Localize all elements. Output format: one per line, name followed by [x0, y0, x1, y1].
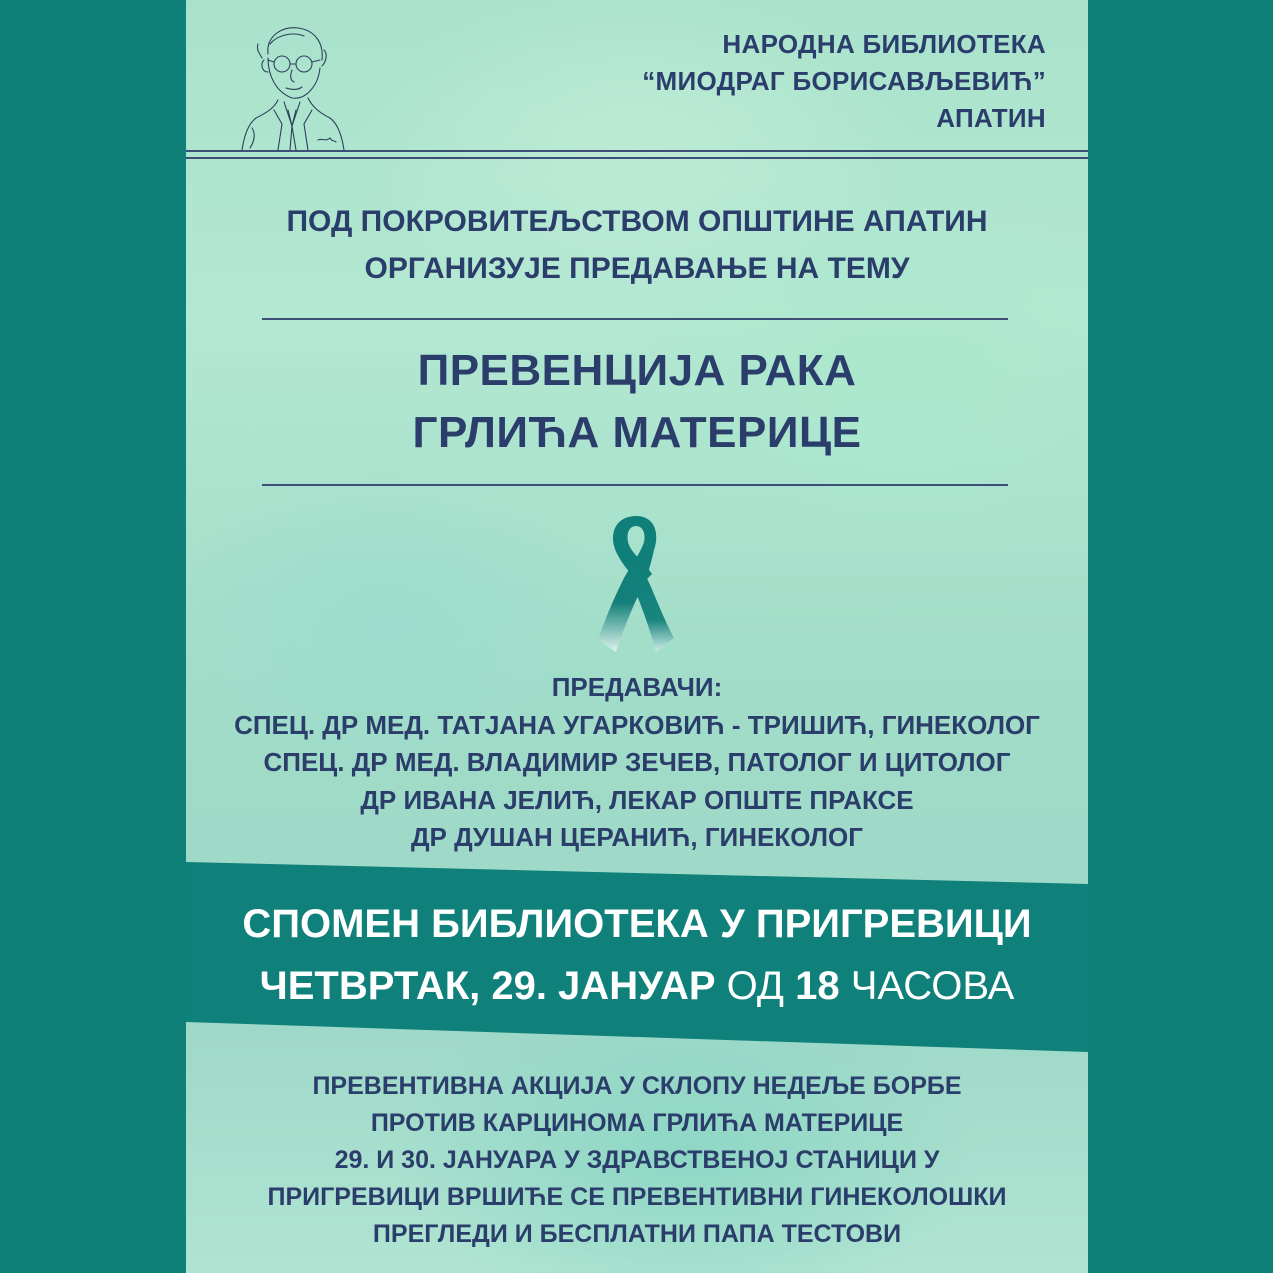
- title-divider-top: [262, 318, 1008, 320]
- title-line-1: ПРЕВЕНЦИЈА РАКА: [417, 346, 857, 395]
- header-divider-bottom: [186, 157, 1088, 159]
- event-date: ЧЕТВРТАК, 29. ЈАНУАР: [259, 964, 716, 1008]
- lecture-title: [186, 340, 1088, 464]
- event-band: [186, 856, 1088, 1052]
- lecturer-item: СПЕЦ. ДР МЕД. ВЛАДИМИР ЗЕЧЕВ, ПАТОЛОГ И ЦИТОЛОГ: [263, 747, 1011, 777]
- lecturer-item: СПЕЦ. ДР МЕД. ТАТЈАНА УГАРКОВИЋ - ТРИШИЋ, ГИНЕКОЛОГ: [234, 709, 1040, 740]
- intro-line-1: ПОД ПОКРОВИТЕЉСТВОМ ОПШТИНЕ АПАТИН: [286, 205, 988, 238]
- event-venue: СПОМЕН БИБЛИОТЕКА У ПРИГРЕВИЦИ: [242, 902, 1032, 946]
- poster: [186, 0, 1088, 1273]
- footer-text: [186, 1068, 1088, 1253]
- footer-line: ПРОТИВ КАРЦИНОМА ГРЛИЋА МАТЕРИЦЕ: [370, 1109, 904, 1137]
- event-from: ОД: [726, 964, 784, 1008]
- library-line-3: АПАТИН: [936, 103, 1046, 133]
- lecturer-item: ДР ИВАНА ЈЕЛИЋ, ЛЕКАР ОПШТЕ ПРАКСЕ: [360, 784, 914, 815]
- title-divider-bottom: [262, 484, 1008, 486]
- library-name: [642, 26, 1046, 137]
- lecturers-heading: ПРЕДАВАЧИ:: [551, 672, 723, 702]
- event-datetime: [186, 964, 1088, 1009]
- portrait-sketch-icon: [238, 14, 346, 154]
- library-line-2: “МИОДРАГ БОРИСАВЉЕВИЋ”: [642, 66, 1046, 96]
- awareness-ribbon-icon: [596, 512, 676, 654]
- footer-line: ПРЕВЕНТИВНА АКЦИЈА У СКЛОПУ НЕДЕЉЕ БОРБЕ: [312, 1072, 962, 1100]
- footer-line: ПРЕГЛЕДИ И БЕСПЛАТНИ ПАПА ТЕСТОВИ: [372, 1220, 902, 1248]
- event-hour: 18: [795, 964, 840, 1008]
- intro-text: [186, 198, 1088, 292]
- event-hours-word: ЧАСОВА: [850, 964, 1015, 1008]
- lecturers-block: [186, 669, 1088, 857]
- header-divider-top: [186, 150, 1088, 152]
- footer-line: 29. И 30. ЈАНУАРА У ЗДРАВСТВЕНОЈ СТАНИЦИ У: [334, 1146, 940, 1174]
- title-line-2: ГРЛИЋА МАТЕРИЦЕ: [412, 408, 862, 457]
- footer-line: ПРИГРЕВИЦИ ВРШИЋЕ СЕ ПРЕВЕНТИВНИ ГИНЕКОЛОШКИ: [267, 1183, 1007, 1211]
- library-line-1: НАРОДНА БИБЛИОТЕКА: [722, 29, 1046, 59]
- intro-line-2: ОРГАНИЗУЈЕ ПРЕДАВАЊЕ НА ТЕМУ: [364, 252, 910, 285]
- lecturer-item: ДР ДУШАН ЦЕРАНИЋ, ГИНЕКОЛОГ: [410, 822, 864, 852]
